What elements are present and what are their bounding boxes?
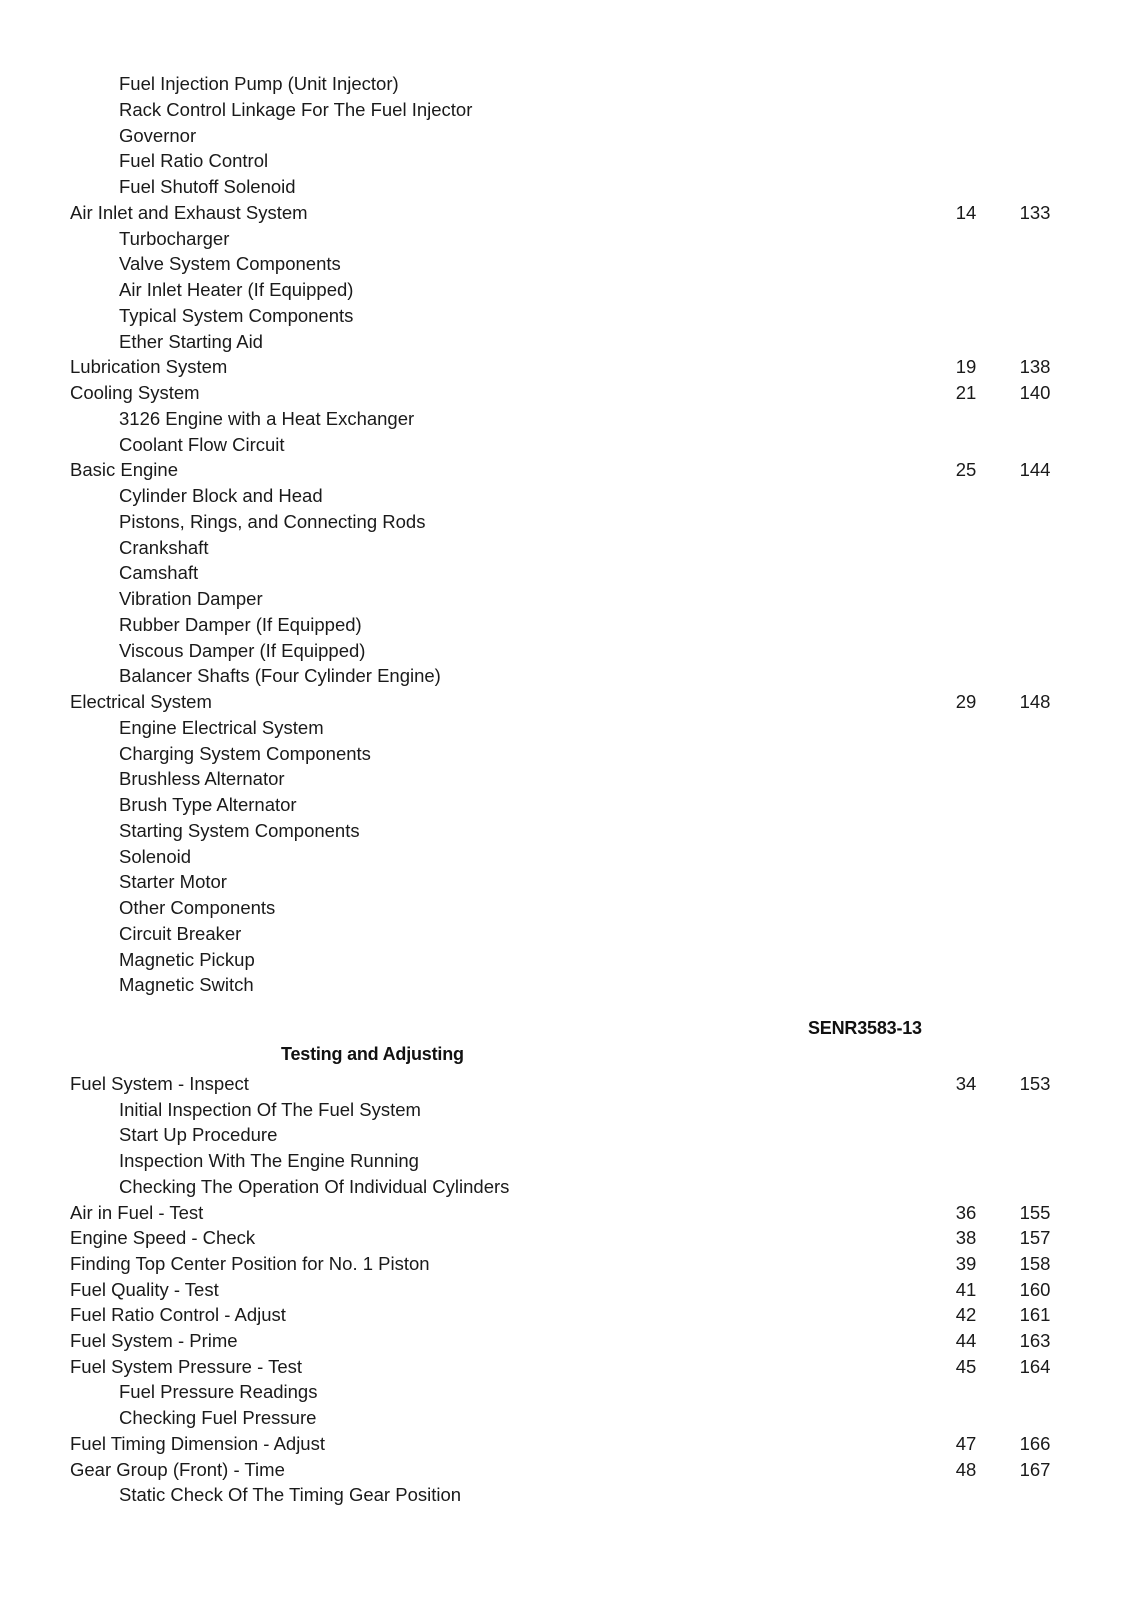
toc-entry-pdf-page: 163 xyxy=(1019,1330,1051,1351)
toc-entry-section[interactable] xyxy=(0,1354,1130,1380)
toc-entry-title: Coolant Flow Circuit xyxy=(119,433,285,455)
toc-entry-page-number: 41 xyxy=(955,1278,977,1300)
toc-entry-subsection[interactable] xyxy=(0,174,1130,200)
toc-entry-subsection[interactable] xyxy=(0,792,1130,818)
toc-entry-pdf-page: 140 xyxy=(1019,382,1051,403)
toc-entry-subsection[interactable] xyxy=(0,148,1130,174)
toc-entry-title: Circuit Breaker xyxy=(119,922,242,944)
toc-entry-title: Fuel Shutoff Solenoid xyxy=(119,176,296,197)
toc-entry-pdf-page: 157 xyxy=(1019,1227,1051,1249)
toc-entry-page-number: 14 xyxy=(955,201,977,223)
toc-entry-title: Starting System Components xyxy=(119,819,360,841)
toc-entry-title: Camshaft xyxy=(119,562,199,584)
toc-entry-title: Fuel Timing Dimension - Adjust xyxy=(70,1432,325,1454)
toc-entry-subsection[interactable] xyxy=(0,895,1130,921)
toc-entry-pdf-page: 164 xyxy=(1019,1355,1051,1377)
toc-entry-subsection[interactable] xyxy=(0,432,1130,458)
toc-entry-page-number: 44 xyxy=(955,1330,977,1351)
toc-entry-pdf-page: 144 xyxy=(1019,459,1051,481)
toc-entry-subsection[interactable] xyxy=(0,560,1130,586)
toc-entry-subsection[interactable] xyxy=(0,71,1130,97)
toc-entry-title: Vibration Damper xyxy=(119,588,263,609)
toc-entry-title: Checking The Operation Of Individual Cylinders xyxy=(119,1175,510,1197)
toc-entry-pdf-page: 155 xyxy=(1019,1201,1051,1223)
toc-entry-title: Rubber Damper (If Equipped) xyxy=(119,613,362,635)
toc-entry-section[interactable] xyxy=(0,354,1130,380)
toc-entry-section[interactable] xyxy=(0,1302,1130,1328)
toc-entry-subsection[interactable] xyxy=(0,844,1130,870)
document-id: SENR3583-13 xyxy=(808,1018,922,1038)
toc-entry-page-number: 42 xyxy=(955,1304,977,1326)
toc-entry-title: Magnetic Pickup xyxy=(119,948,255,970)
toc-entry-title: Solenoid xyxy=(119,845,192,867)
toc-entry-title: Other Components xyxy=(119,897,276,918)
toc-entry-pdf-page: 166 xyxy=(1019,1432,1051,1454)
toc-entry-subsection[interactable] xyxy=(0,251,1130,277)
toc-entry-title: Balancer Shafts (Four Cylinder Engine) xyxy=(119,665,441,687)
toc-entry-section[interactable] xyxy=(0,1328,1130,1354)
toc-entry-title: Ether Starting Aid xyxy=(119,330,263,352)
toc-entry-subsection[interactable] xyxy=(0,406,1130,432)
toc-entry-subsection[interactable] xyxy=(0,869,1130,895)
toc-entry-title: Pistons, Rings, and Connecting Rods xyxy=(119,510,426,532)
toc-entry-title: Crankshaft xyxy=(119,536,209,558)
toc-entry-section[interactable] xyxy=(0,380,1130,406)
toc-entry-title: Engine Speed - Check xyxy=(70,1227,256,1249)
toc-entry-title: Charging System Components xyxy=(119,742,371,764)
toc-entry-subsection[interactable] xyxy=(0,1148,1130,1174)
toc-entry-title: Fuel System - Prime xyxy=(70,1330,238,1351)
toc-entry-subsection[interactable] xyxy=(0,663,1130,689)
toc-entry-subsection[interactable] xyxy=(0,329,1130,355)
toc-entry-page-number: 45 xyxy=(955,1355,977,1377)
toc-entry-title: Governor xyxy=(119,124,197,146)
toc-entry-subsection[interactable] xyxy=(0,741,1130,767)
toc-entry-section[interactable] xyxy=(0,1251,1130,1277)
toc-entry-pdf-page: 133 xyxy=(1019,201,1051,223)
toc-entry-title: Air Inlet and Exhaust System xyxy=(70,201,308,223)
toc-entry-subsection[interactable] xyxy=(0,715,1130,741)
toc-entry-subsection[interactable] xyxy=(0,921,1130,947)
toc-entry-section[interactable] xyxy=(0,1277,1130,1303)
toc-entry-pdf-page: 153 xyxy=(1019,1073,1051,1094)
toc-entry-title: Fuel Ratio Control xyxy=(119,150,269,172)
toc-entry-title: Checking Fuel Pressure xyxy=(119,1407,317,1429)
toc-entry-subsection[interactable] xyxy=(0,277,1130,303)
toc-entry-subsection[interactable] xyxy=(0,97,1130,123)
toc-entry-subsection[interactable] xyxy=(0,1379,1130,1405)
toc-entry-section[interactable] xyxy=(0,689,1130,715)
toc-entry-subsection[interactable] xyxy=(0,123,1130,149)
toc-entry-page-number: 48 xyxy=(955,1458,977,1480)
toc-entry-title: Engine Electrical System xyxy=(119,716,324,738)
toc-entry-title: Start Up Procedure xyxy=(119,1124,278,1146)
toc-entry-page-number: 47 xyxy=(955,1432,977,1454)
toc-entry-title: Fuel Pressure Readings xyxy=(119,1381,318,1403)
toc-entry-subsection[interactable] xyxy=(0,226,1130,252)
toc-entry-pdf-page: 167 xyxy=(1019,1458,1051,1480)
toc-entry-section[interactable] xyxy=(0,457,1130,483)
toc-entry-subsection[interactable] xyxy=(0,483,1130,509)
toc-entry-section[interactable] xyxy=(0,1071,1130,1097)
toc-entry-title: Valve System Components xyxy=(119,253,341,275)
toc-entry-title: Air in Fuel - Test xyxy=(70,1201,204,1223)
toc-entry-title: Viscous Damper (If Equipped) xyxy=(119,639,366,661)
toc-entry-subsection[interactable] xyxy=(0,535,1130,561)
toc-entry-subsection[interactable] xyxy=(0,972,1130,998)
toc-entry-title: Turbocharger xyxy=(119,227,230,249)
toc-entry-subsection[interactable] xyxy=(0,638,1130,664)
toc-entry-section[interactable] xyxy=(0,1431,1130,1457)
toc-entry-title: Fuel Injection Pump (Unit Injector) xyxy=(119,73,399,94)
toc-entry-subsection[interactable] xyxy=(0,1405,1130,1431)
toc-entry-page-number: 39 xyxy=(955,1252,977,1274)
toc-entry-title: 3126 Engine with a Heat Exchanger xyxy=(119,407,415,429)
toc-entry-subsection[interactable] xyxy=(0,303,1130,329)
toc-entry-title: Electrical System xyxy=(70,691,212,712)
toc-entry-title: Lubrication System xyxy=(70,356,228,378)
toc-entry-subsection[interactable] xyxy=(0,1097,1130,1123)
toc-entry-subsection[interactable] xyxy=(0,612,1130,638)
toc-entry-title: Magnetic Switch xyxy=(119,974,254,996)
toc-entry-subsection[interactable] xyxy=(0,1482,1130,1508)
toc-entry-title: Typical System Components xyxy=(119,304,354,326)
toc-entry-title: Static Check Of The Timing Gear Position xyxy=(119,1484,462,1506)
toc-entry-title: Rack Control Linkage For The Fuel Injector xyxy=(119,98,473,120)
toc-entry-title: Air Inlet Heater (If Equipped) xyxy=(119,279,354,300)
toc-entry-page-number: 29 xyxy=(955,691,977,712)
toc-entry-title: Fuel Quality - Test xyxy=(70,1278,219,1300)
toc-entry-section[interactable] xyxy=(0,1457,1130,1483)
toc-entry-title: Gear Group (Front) - Time xyxy=(70,1458,285,1480)
toc-entry-pdf-page: 158 xyxy=(1019,1252,1051,1274)
toc-entry-page-number: 38 xyxy=(955,1227,977,1249)
toc-entry-subsection[interactable] xyxy=(0,947,1130,973)
toc-entry-subsection[interactable] xyxy=(0,1174,1130,1200)
toc-entry-title: Fuel System Pressure - Test xyxy=(70,1355,303,1377)
toc-entry-title: Starter Motor xyxy=(119,871,227,893)
toc-entry-pdf-page: 138 xyxy=(1019,356,1051,378)
toc-entry-pdf-page: 148 xyxy=(1019,691,1051,712)
toc-entry-title: Finding Top Center Position for No. 1 Piston xyxy=(70,1252,430,1274)
toc-entry-section[interactable] xyxy=(0,200,1130,226)
toc-entry-title: Cooling System xyxy=(70,382,200,403)
toc-entry-section[interactable] xyxy=(0,1225,1130,1251)
toc-entry-subsection[interactable] xyxy=(0,1122,1130,1148)
toc-entry-title: Basic Engine xyxy=(70,459,178,481)
toc-entry-title: Cylinder Block and Head xyxy=(119,485,323,506)
toc-entry-subsection[interactable] xyxy=(0,818,1130,844)
toc-entry-pdf-page: 161 xyxy=(1019,1304,1051,1326)
toc-entry-page-number: 19 xyxy=(955,356,977,378)
toc-entry-title: Brushless Alternator xyxy=(119,768,285,790)
toc-entry-title: Initial Inspection Of The Fuel System xyxy=(119,1098,421,1120)
toc-entry-subsection[interactable] xyxy=(0,766,1130,792)
section-heading: Testing and Adjusting xyxy=(281,1044,464,1064)
toc-entry-page-number: 36 xyxy=(955,1201,977,1223)
toc-entry-subsection[interactable] xyxy=(0,586,1130,612)
toc-entry-page-number: 34 xyxy=(955,1073,977,1094)
toc-entry-subsection[interactable] xyxy=(0,509,1130,535)
toc-entry-title: Brush Type Alternator xyxy=(119,794,297,815)
toc-entry-title: Inspection With The Engine Running xyxy=(119,1150,419,1172)
toc-entry-title: Fuel Ratio Control - Adjust xyxy=(70,1304,286,1326)
toc-entry-page-number: 21 xyxy=(955,382,977,403)
toc-entry-section[interactable] xyxy=(0,1200,1130,1226)
toc-entry-page-number: 25 xyxy=(955,459,977,481)
toc-entry-pdf-page: 160 xyxy=(1019,1278,1051,1300)
toc-entry-title: Fuel System - Inspect xyxy=(70,1073,249,1094)
